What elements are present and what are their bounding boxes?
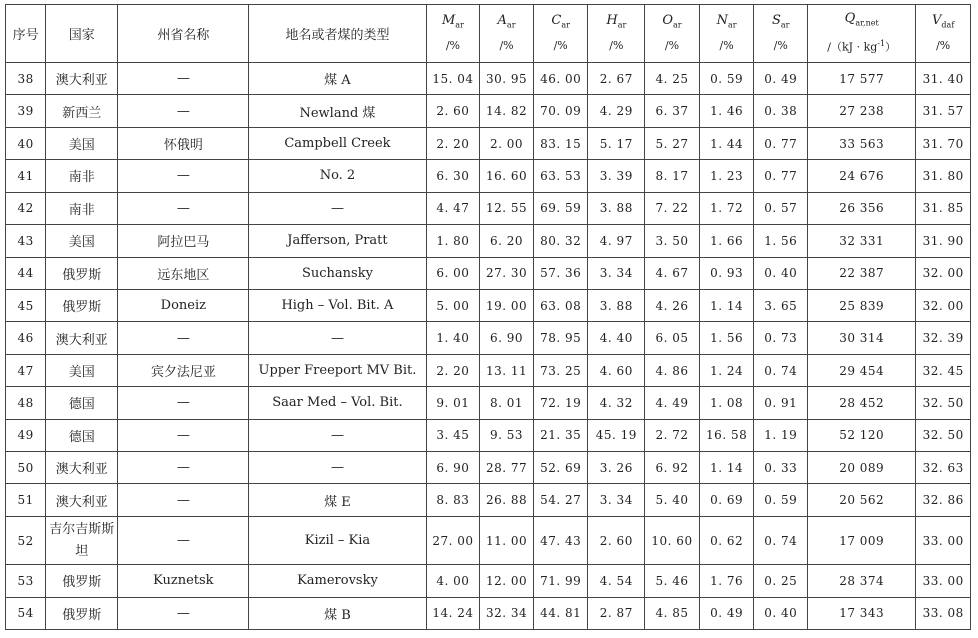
- cell-country: 澳大利亚: [46, 63, 118, 95]
- cell-sulfur: 3. 65: [754, 289, 808, 321]
- cell-ash: 30. 95: [480, 63, 534, 95]
- cell-province: —: [118, 452, 249, 484]
- cell-heating-value: 17 577: [808, 63, 916, 95]
- cell-moisture: 2. 20: [426, 127, 480, 159]
- cell-seq: 54: [6, 597, 46, 629]
- cell-ash: 2. 00: [480, 127, 534, 159]
- cell-volatile: 32. 86: [916, 484, 971, 516]
- cell-seq: 48: [6, 387, 46, 419]
- cell-hydrogen: 4. 29: [588, 95, 645, 127]
- cell-sulfur: 1. 56: [754, 225, 808, 257]
- cell-volatile: 32. 00: [916, 257, 971, 289]
- cell-country: 南非: [46, 160, 118, 192]
- cell-volatile: 31. 85: [916, 192, 971, 224]
- cell-heating-value: 27 238: [808, 95, 916, 127]
- cell-volatile: 32. 50: [916, 387, 971, 419]
- cell-ash: 9. 53: [480, 419, 534, 451]
- cell-moisture: 8. 83: [426, 484, 480, 516]
- cell-province: —: [118, 192, 249, 224]
- header-ash: [480, 5, 534, 63]
- cell-hydrogen: 4. 54: [588, 565, 645, 597]
- cell-country: 新西兰: [46, 95, 118, 127]
- header-volatile-symbol: V: [932, 13, 942, 29]
- table-row: [6, 160, 971, 192]
- cell-sulfur: 0. 77: [754, 160, 808, 192]
- cell-moisture: 1. 80: [426, 225, 480, 257]
- cell-heating-value: 25 839: [808, 289, 916, 321]
- cell-nitrogen: 1. 08: [699, 387, 754, 419]
- cell-seq: 49: [6, 419, 46, 451]
- cell-oxygen: 5. 40: [645, 484, 700, 516]
- cell-moisture: 2. 20: [426, 354, 480, 386]
- cell-volatile: 33. 00: [916, 565, 971, 597]
- cell-seq: 47: [6, 354, 46, 386]
- cell-oxygen: 5. 46: [645, 565, 700, 597]
- cell-heating-value: 24 676: [808, 160, 916, 192]
- cell-nitrogen: 1. 14: [699, 452, 754, 484]
- header-carbon-sub: ar: [561, 20, 570, 30]
- cell-carbon: 80. 32: [533, 225, 588, 257]
- cell-country: 俄罗斯: [46, 597, 118, 629]
- cell-seq: 52: [6, 516, 46, 564]
- cell-seq: 51: [6, 484, 46, 516]
- cell-carbon: 57. 36: [533, 257, 588, 289]
- cell-province: —: [118, 160, 249, 192]
- cell-province: —: [118, 484, 249, 516]
- cell-nitrogen: 1. 46: [699, 95, 754, 127]
- table-row: [6, 225, 971, 257]
- cell-nitrogen: 1. 14: [699, 289, 754, 321]
- header-ash-sub: ar: [506, 20, 516, 30]
- cell-seq: 43: [6, 225, 46, 257]
- cell-nitrogen: 0. 62: [699, 516, 754, 564]
- table-row: [6, 387, 971, 419]
- cell-country: 俄罗斯: [46, 257, 118, 289]
- cell-moisture: 4. 00: [426, 565, 480, 597]
- table-row: [6, 192, 971, 224]
- cell-moisture: 5. 00: [426, 289, 480, 321]
- cell-volatile: 31. 70: [916, 127, 971, 159]
- table-row: [6, 565, 971, 597]
- cell-oxygen: 4. 85: [645, 597, 700, 629]
- header-hydrogen-symbol: H: [606, 13, 618, 29]
- cell-oxygen: 4. 86: [645, 354, 700, 386]
- cell-province: 阿拉巴马: [118, 225, 249, 257]
- cell-volatile: 32. 00: [916, 289, 971, 321]
- cell-seq: 40: [6, 127, 46, 159]
- table-row: [6, 452, 971, 484]
- cell-province: 远东地区: [118, 257, 249, 289]
- cell-moisture: 4. 47: [426, 192, 480, 224]
- cell-heating-value: 20 562: [808, 484, 916, 516]
- cell-volatile: 31. 90: [916, 225, 971, 257]
- cell-oxygen: 2. 72: [645, 419, 700, 451]
- cell-oxygen: 10. 60: [645, 516, 700, 564]
- cell-hydrogen: 2. 67: [588, 63, 645, 95]
- table-row: [6, 419, 971, 451]
- cell-country: 澳大利亚: [46, 452, 118, 484]
- cell-ash: 19. 00: [480, 289, 534, 321]
- cell-nitrogen: 1. 72: [699, 192, 754, 224]
- cell-place: Kamerovsky: [249, 565, 426, 597]
- cell-sulfur: 0. 74: [754, 516, 808, 564]
- cell-carbon: 73. 25: [533, 354, 588, 386]
- cell-moisture: 6. 30: [426, 160, 480, 192]
- cell-nitrogen: 1. 44: [699, 127, 754, 159]
- header-hydrogen-sub: ar: [617, 20, 627, 30]
- cell-country: 德国: [46, 419, 118, 451]
- cell-province: —: [118, 516, 249, 564]
- cell-country: 美国: [46, 354, 118, 386]
- cell-place: —: [249, 419, 426, 451]
- coal-properties-table: [5, 4, 971, 630]
- cell-carbon: 78. 95: [533, 322, 588, 354]
- cell-carbon: 52. 69: [533, 452, 588, 484]
- cell-ash: 12. 55: [480, 192, 534, 224]
- cell-heating-value: 30 314: [808, 322, 916, 354]
- header-nitrogen-symbol: N: [716, 13, 729, 29]
- cell-oxygen: 8. 17: [645, 160, 700, 192]
- document-page: [5, 4, 971, 630]
- table-row: [6, 289, 971, 321]
- header-heating-value: [808, 5, 916, 63]
- cell-volatile: 31. 40: [916, 63, 971, 95]
- header-volatile: [916, 5, 971, 63]
- cell-hydrogen: 4. 60: [588, 354, 645, 386]
- cell-nitrogen: 0. 69: [699, 484, 754, 516]
- table-row: [6, 63, 971, 95]
- cell-hydrogen: 3. 39: [588, 160, 645, 192]
- header-heating-value-unit-sup: -1: [877, 38, 886, 48]
- cell-carbon: 44. 81: [533, 597, 588, 629]
- table-row: [6, 322, 971, 354]
- cell-province: —: [118, 322, 249, 354]
- cell-carbon: 46. 00: [533, 63, 588, 95]
- cell-hydrogen: 2. 60: [588, 516, 645, 564]
- table-row: [6, 257, 971, 289]
- cell-heating-value: 33 563: [808, 127, 916, 159]
- cell-moisture: 1. 40: [426, 322, 480, 354]
- header-ash-unit: /%: [499, 38, 514, 52]
- cell-heating-value: 26 356: [808, 192, 916, 224]
- header-seq: 序号: [6, 5, 46, 63]
- cell-seq: 46: [6, 322, 46, 354]
- cell-oxygen: 3. 50: [645, 225, 700, 257]
- cell-hydrogen: 5. 17: [588, 127, 645, 159]
- cell-seq: 38: [6, 63, 46, 95]
- cell-sulfur: 0. 38: [754, 95, 808, 127]
- cell-oxygen: 4. 67: [645, 257, 700, 289]
- cell-carbon: 69. 59: [533, 192, 588, 224]
- cell-country: 俄罗斯: [46, 289, 118, 321]
- cell-sulfur: 0. 57: [754, 192, 808, 224]
- header-carbon-unit: /%: [553, 38, 568, 52]
- cell-seq: 41: [6, 160, 46, 192]
- cell-hydrogen: 4. 32: [588, 387, 645, 419]
- cell-seq: 39: [6, 95, 46, 127]
- cell-sulfur: 0. 25: [754, 565, 808, 597]
- header-heating-value-symbol: Q: [844, 11, 856, 27]
- header-sulfur: [754, 5, 808, 63]
- cell-nitrogen: 0. 49: [699, 597, 754, 629]
- cell-country: 美国: [46, 225, 118, 257]
- cell-ash: 28. 77: [480, 452, 534, 484]
- cell-ash: 14. 82: [480, 95, 534, 127]
- cell-sulfur: 0. 40: [754, 257, 808, 289]
- cell-place: No. 2: [249, 160, 426, 192]
- cell-country: 德国: [46, 387, 118, 419]
- cell-moisture: 14. 24: [426, 597, 480, 629]
- table-row: [6, 127, 971, 159]
- header-oxygen: [645, 5, 700, 63]
- cell-sulfur: 1. 19: [754, 419, 808, 451]
- cell-oxygen: 5. 27: [645, 127, 700, 159]
- header-nitrogen-sub: ar: [728, 20, 737, 30]
- cell-place: —: [249, 322, 426, 354]
- cell-sulfur: 0. 91: [754, 387, 808, 419]
- cell-country: 澳大利亚: [46, 322, 118, 354]
- cell-sulfur: 0. 49: [754, 63, 808, 95]
- cell-oxygen: 4. 25: [645, 63, 700, 95]
- cell-hydrogen: 3. 34: [588, 484, 645, 516]
- cell-volatile: 33. 08: [916, 597, 971, 629]
- cell-ash: 8. 01: [480, 387, 534, 419]
- cell-oxygen: 4. 49: [645, 387, 700, 419]
- cell-province: —: [118, 387, 249, 419]
- cell-heating-value: 52 120: [808, 419, 916, 451]
- cell-heating-value: 32 331: [808, 225, 916, 257]
- cell-hydrogen: 2. 87: [588, 597, 645, 629]
- cell-nitrogen: 0. 59: [699, 63, 754, 95]
- cell-nitrogen: 1. 23: [699, 160, 754, 192]
- header-heating-value-sub: ar,net: [855, 18, 879, 28]
- cell-volatile: 32. 63: [916, 452, 971, 484]
- cell-seq: 53: [6, 565, 46, 597]
- cell-moisture: 2. 60: [426, 95, 480, 127]
- cell-carbon: 54. 27: [533, 484, 588, 516]
- cell-nitrogen: 1. 66: [699, 225, 754, 257]
- cell-country: 南非: [46, 192, 118, 224]
- cell-ash: 11. 00: [480, 516, 534, 564]
- header-carbon-symbol: C: [551, 13, 562, 29]
- cell-carbon: 71. 99: [533, 565, 588, 597]
- header-province: 州省名称: [118, 5, 249, 63]
- cell-seq: 44: [6, 257, 46, 289]
- header-volatile-sub: daf: [941, 20, 955, 30]
- cell-place: 煤 E: [249, 484, 426, 516]
- cell-hydrogen: 3. 88: [588, 192, 645, 224]
- cell-carbon: 83. 15: [533, 127, 588, 159]
- cell-place: 煤 A: [249, 63, 426, 95]
- header-country: 国家: [46, 5, 118, 63]
- table-row: [6, 95, 971, 127]
- cell-moisture: 6. 00: [426, 257, 480, 289]
- header-nitrogen: [699, 5, 754, 63]
- cell-ash: 32. 34: [480, 597, 534, 629]
- cell-seq: 45: [6, 289, 46, 321]
- cell-heating-value: 17 009: [808, 516, 916, 564]
- cell-carbon: 63. 08: [533, 289, 588, 321]
- cell-moisture: 6. 90: [426, 452, 480, 484]
- cell-heating-value: 17 343: [808, 597, 916, 629]
- cell-moisture: 3. 45: [426, 419, 480, 451]
- cell-oxygen: 4. 26: [645, 289, 700, 321]
- header-moisture-unit: /%: [445, 38, 460, 52]
- header-moisture-symbol: M: [441, 13, 456, 29]
- cell-place: Upper Freeport MV Bit.: [249, 354, 426, 386]
- table-header-row: [6, 5, 971, 63]
- cell-place: Jafferson, Pratt: [249, 225, 426, 257]
- cell-moisture: 27. 00: [426, 516, 480, 564]
- cell-sulfur: 0. 33: [754, 452, 808, 484]
- header-oxygen-symbol: O: [662, 13, 674, 29]
- cell-hydrogen: 4. 97: [588, 225, 645, 257]
- cell-nitrogen: 1. 24: [699, 354, 754, 386]
- cell-ash: 6. 90: [480, 322, 534, 354]
- cell-place: Newland 煤: [249, 95, 426, 127]
- cell-nitrogen: 1. 56: [699, 322, 754, 354]
- cell-place: Suchansky: [249, 257, 426, 289]
- cell-carbon: 72. 19: [533, 387, 588, 419]
- cell-nitrogen: 0. 93: [699, 257, 754, 289]
- table-row: [6, 354, 971, 386]
- cell-volatile: 31. 80: [916, 160, 971, 192]
- cell-hydrogen: 4. 40: [588, 322, 645, 354]
- header-moisture-sub: ar: [455, 20, 464, 30]
- cell-place: Campbell Creek: [249, 127, 426, 159]
- header-nitrogen-unit: /%: [719, 38, 734, 52]
- cell-nitrogen: 16. 58: [699, 419, 754, 451]
- cell-volatile: 32. 45: [916, 354, 971, 386]
- cell-province: —: [118, 419, 249, 451]
- cell-heating-value: 29 454: [808, 354, 916, 386]
- cell-province: —: [118, 95, 249, 127]
- cell-sulfur: 0. 74: [754, 354, 808, 386]
- cell-heating-value: 20 089: [808, 452, 916, 484]
- header-volatile-unit: /%: [936, 38, 951, 52]
- cell-moisture: 9. 01: [426, 387, 480, 419]
- cell-place: High – Vol. Bit. A: [249, 289, 426, 321]
- cell-volatile: 33. 00: [916, 516, 971, 564]
- cell-volatile: 32. 50: [916, 419, 971, 451]
- cell-sulfur: 0. 40: [754, 597, 808, 629]
- cell-place: —: [249, 452, 426, 484]
- cell-sulfur: 0. 77: [754, 127, 808, 159]
- header-sulfur-unit: /%: [773, 38, 788, 52]
- cell-place: 煤 B: [249, 597, 426, 629]
- cell-heating-value: 28 374: [808, 565, 916, 597]
- cell-hydrogen: 3. 34: [588, 257, 645, 289]
- cell-ash: 16. 60: [480, 160, 534, 192]
- cell-seq: 50: [6, 452, 46, 484]
- header-carbon: [533, 5, 588, 63]
- cell-moisture: 15. 04: [426, 63, 480, 95]
- cell-province: —: [118, 597, 249, 629]
- header-place: 地名或者煤的类型: [249, 5, 426, 63]
- header-oxygen-sub: ar: [673, 20, 682, 30]
- header-hydrogen-unit: /%: [609, 38, 624, 52]
- cell-hydrogen: 3. 88: [588, 289, 645, 321]
- header-ash-symbol: A: [497, 13, 507, 29]
- cell-country: 吉尔吉斯斯坦: [46, 516, 118, 564]
- cell-carbon: 21. 35: [533, 419, 588, 451]
- cell-country: 美国: [46, 127, 118, 159]
- cell-oxygen: 6. 37: [645, 95, 700, 127]
- cell-ash: 12. 00: [480, 565, 534, 597]
- cell-oxygen: 7. 22: [645, 192, 700, 224]
- header-heating-value-unit: [810, 34, 913, 58]
- cell-volatile: 31. 57: [916, 95, 971, 127]
- cell-nitrogen: 1. 76: [699, 565, 754, 597]
- header-hydrogen: [588, 5, 645, 63]
- cell-place: —: [249, 192, 426, 224]
- table-body: [6, 63, 971, 630]
- header-oxygen-unit: /%: [664, 38, 680, 52]
- cell-sulfur: 0. 73: [754, 322, 808, 354]
- cell-heating-value: 28 452: [808, 387, 916, 419]
- cell-oxygen: 6. 05: [645, 322, 700, 354]
- cell-hydrogen: 45. 19: [588, 419, 645, 451]
- cell-oxygen: 6. 92: [645, 452, 700, 484]
- cell-carbon: 70. 09: [533, 95, 588, 127]
- cell-country: 俄罗斯: [46, 565, 118, 597]
- header-heating-value-unit-post: ）: [885, 40, 897, 54]
- cell-heating-value: 22 387: [808, 257, 916, 289]
- table-row: [6, 484, 971, 516]
- cell-province: 宾夕法尼亚: [118, 354, 249, 386]
- cell-ash: 27. 30: [480, 257, 534, 289]
- cell-province: —: [118, 63, 249, 95]
- cell-seq: 42: [6, 192, 46, 224]
- cell-ash: 26. 88: [480, 484, 534, 516]
- header-moisture: [426, 5, 480, 63]
- cell-country: 澳大利亚: [46, 484, 118, 516]
- cell-province: Doneiz: [118, 289, 249, 321]
- cell-province: Kuznetsk: [118, 565, 249, 597]
- cell-ash: 13. 11: [480, 354, 534, 386]
- cell-ash: 6. 20: [480, 225, 534, 257]
- cell-carbon: 47. 43: [533, 516, 588, 564]
- table-row: [6, 516, 971, 564]
- header-sulfur-sub: ar: [780, 20, 790, 30]
- header-heating-value-unit-pre: /（kJ · kg: [827, 40, 878, 54]
- cell-carbon: 63. 53: [533, 160, 588, 192]
- cell-place: Kizil – Kia: [249, 516, 426, 564]
- table-row: [6, 597, 971, 629]
- cell-place: Saar Med – Vol. Bit.: [249, 387, 426, 419]
- cell-sulfur: 0. 59: [754, 484, 808, 516]
- header-sulfur-symbol: S: [772, 13, 781, 29]
- cell-volatile: 32. 39: [916, 322, 971, 354]
- cell-province: 怀俄明: [118, 127, 249, 159]
- cell-hydrogen: 3. 26: [588, 452, 645, 484]
